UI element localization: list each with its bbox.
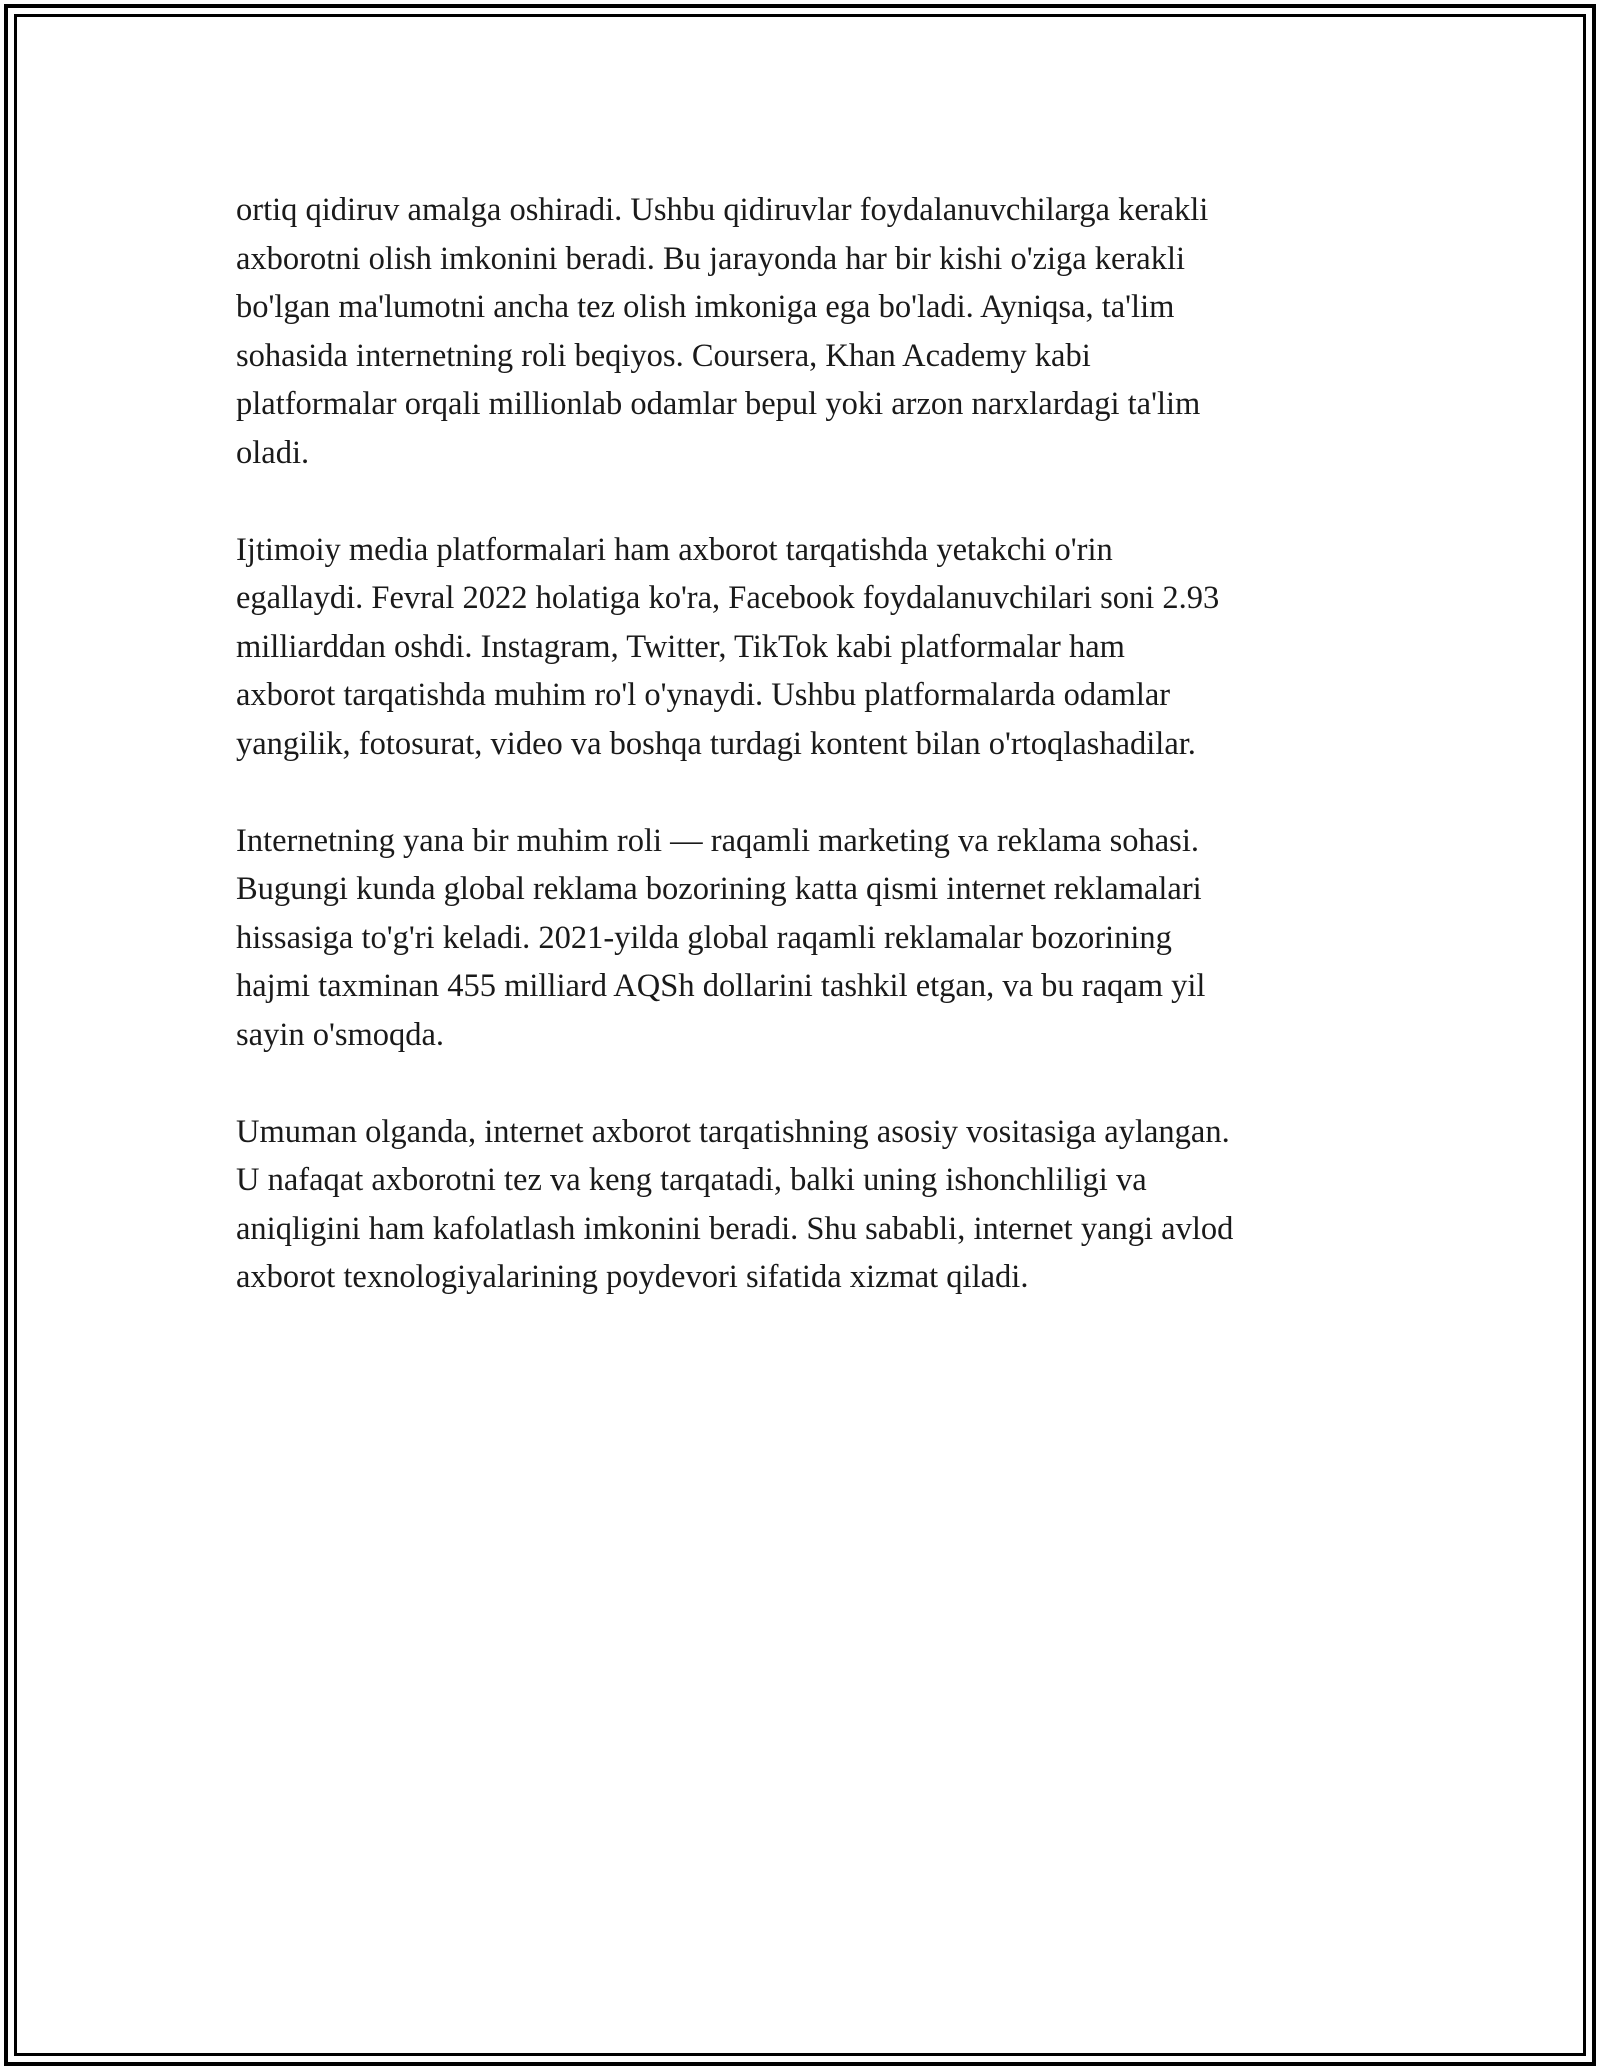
paragraph-2: Ijtimoiy media platformalari ham axborot tarqatishda yetakchi o'rin egallaydi. Fevral 2022 holatiga ko'ra, Facebook foydalanuvchilari soni 2.93 milliarddan oshdi. Instagram, Twitter, TikTok kabi platformalar ham axborot tarqatishda muhim ro'l o'ynaydi. Ushbu platformalarda odamlar yangilik, fotosurat, video va boshqa turdagi kontent bilan o'rtoqlashadilar. xyxy=(236,531,1220,762)
document-body xyxy=(236,186,1386,1350)
paragraph-3: Internetning yana bir muhim roli — raqamli marketing va reklama sohasi. Bugungi kunda global reklama bozorining katta qismi internet reklamalari hissasiga to'g'ri keladi. 2021-yilda global raqamli reklamalar bozorining hajmi taxminan 455 milliard AQSh dollarini tashkil etgan, va bu raqam yil sayin o'smoqda. xyxy=(236,822,1206,1053)
paragraph-1: ortiq qidiruv amalga oshiradi. Ushbu qidiruvlar foydalanuvchilarga kerakli axborotni olish imkonini beradi. Bu jarayonda har bir kishi o'ziga kerakli bo'lgan ma'lumotni ancha tez olish imkoniga ega bo'ladi. Ayniqsa, ta'lim sohasida internetning roli beqiyos. Coursera, Khan Academy kabi platformalar orqali millionlab odamlar bepul yoki arzon narxlardagi ta'lim oladi. xyxy=(236,192,1209,471)
paragraph-4: Umuman olganda, internet axborot tarqatishning asosiy vositasiga aylangan. U nafaqat axborotni tez va keng tarqatadi, balki uning ishonchliligi va aniqligini ham kafolatlash imkonini beradi. Shu sababli, internet yangi avlod axborot texnologiyalarining poydevori sifatida xizmat qiladi. xyxy=(236,1113,1234,1295)
